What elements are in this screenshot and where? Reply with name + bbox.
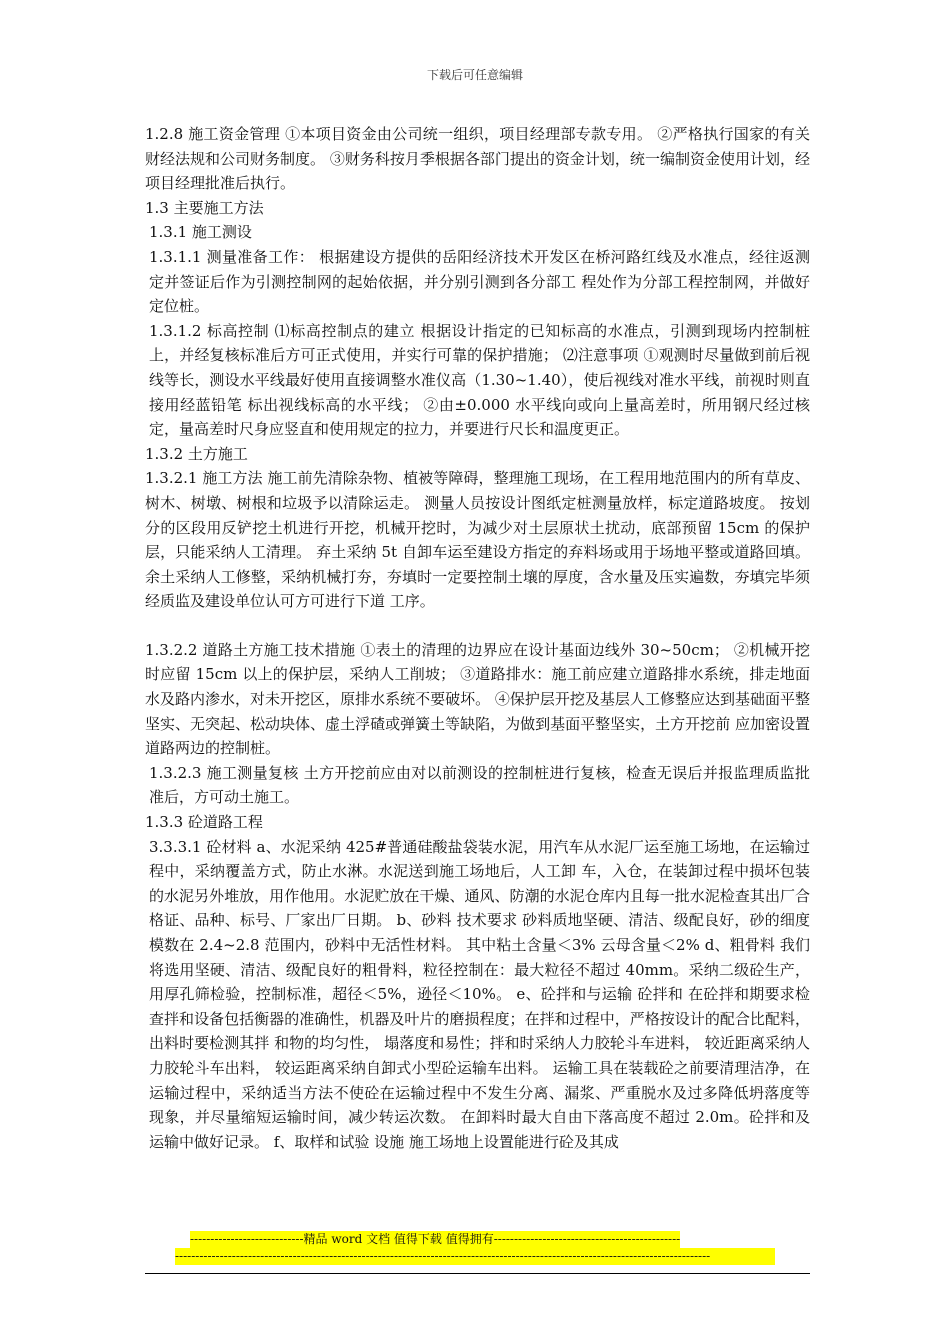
section-1-3-2-3: 1.3.2.3 施工测量复核 土方开挖前应由对以前测设的控制桩进行复核，检查无误后并报监理质监批准后，方可动土施工。: [149, 763, 810, 807]
section-1-2-8: 1.2.8 施工资金管理 ①本项目资金由公司统一组织，项目经理部专款专用。 ②严格执行国家的有关财经法规和公司财务制度。 ③财务科按月季根据各部门提出的资金计划，统一编制资金使用计划，经项目经理批准后执行。: [145, 125, 810, 193]
footer-banner-line2: ------------------------------------------------------------------------------------------------------------------------------------: [175, 1248, 775, 1265]
page-footer: [145, 1228, 810, 1274]
heading-1-3-1: 1.3.1 施工测设: [149, 223, 252, 242]
section-1-3-1-1: 1.3.1.1 测量准备工作： 根据建设方提供的岳阳经济技术开发区在桥河路红线及水准点，经往返测定并签证后作为引测控制网的起始依据，并分别引测到各分部工 程处作为分部工程控制网，并做好定位桩。: [149, 247, 810, 316]
section-3-3-3-1: 3.3.3.1 砼材料 a、水泥采纳 425#普通硅酸盐袋装水泥，用汽车从水泥厂运至施工场地，在运输过程中，采纳覆盖方式，防止水淋。水泥送到施工场地后，人工卸 车，入仓，在装卸过程中损坏包装的水泥另外堆放，用作他用。水泥贮放在干燥、通风、防潮的水泥仓库内且每一批水泥检查其出厂合 格证、品种、标号、厂家出厂日期。 b、砂料 技术要求 砂料质地坚硬、清洁、级配良好，砂的细度模数在 2.4~2.8 范围内，砂料中无活性材料。 其中粘土含量＜3% 云母含量＜2% d、粗骨料 我们将选用坚硬、清洁、级配良好的粗骨料，粒径控制在：最大粒径不超过 40mm。采纳二级砼生产，用厚孔筛检验，控制标准，超径＜5%，逊径＜10%。 e、砼拌和与运输 砼拌和 在砼拌和期要求检查拌和设备包括衡器的准确性，机器及叶片的磨损程度；在拌和过程中，严格按设计的配合比配料，出料时要检测其拌 和物的均匀性， 塌落度和易性；拌和时采纳人力胶轮斗车进料， 较近距离采纳人力胶轮斗车出料， 较运距离采纳自卸式小型砼运输车出料。 运输工具在装载砼之前要清理洁净，在运输过程中，采纳适当方法不使砼在运输过程中不发生分离、漏浆、严重脱水及过多降低坍落度等 现象，并尽量缩短运输时间，减少转运次数。 在卸料时最大自由下落高度不超过 2.0m。砼拌和及运输中做好记录。 f、取样和试验 设施 施工场地上设置能进行砼及其成: [149, 837, 810, 1151]
paragraph-gap: [145, 614, 810, 638]
heading-1-3-2: 1.3.2 土方施工: [145, 444, 248, 463]
heading-1-3-3: 1.3.3 砼道路工程: [145, 813, 263, 832]
section-1-3-2-2: 1.3.2.2 道路土方施工技术措施 ①表土的清理的边界应在设计基面边线外 30~50cm； ②机械开挖时应留 15cm 以上的保护层，采纳人工削坡； ③道路排水：施工前应建立道路排水系统，排走地面水及路内渗水，对未开挖区，原排水系统不要破坏。 ④保护层开挖及基层人工修整应达到基础面平整坚实、无突起、松动块体、虚土浮碴或弹簧土等缺陷，为做到基面平整坚实，土方开挖前 应加密设置道路两边的控制桩。: [145, 640, 810, 758]
heading-1-3: 1.3 主要施工方法: [145, 198, 264, 217]
footer-rule: [145, 1273, 810, 1274]
page-header: 下载后可任意编辑: [426, 68, 523, 82]
document-body: [145, 122, 810, 1154]
footer-banner-line1: ----------------------------精品 word 文档 值得下载 值得拥有----------------------------------------------: [190, 1232, 681, 1246]
section-1-3-2-1: 1.3.2.1 施工方法 施工前先清除杂物、植被等障碍，整理施工现场，在工程用地范围内的所有草皮、树木、树墩、树根和垃圾予以清除运走。 测量人员按设计图纸定桩测量放样，标定道路坡度。 按划分的区段用反铲挖土机进行开挖，机械开挖时，为减少对土层原状土扰动，底部预留 15cm 的保护层，只能采纳人工清理。 弃土采纳 5t 自卸车运至建设方指定的弃料场或用于场地平整或道路回填。 余土采纳人工修整，采纳机械打夯，夯填时一定要控制土壤的厚度，含水量及压实遍数，夯填完毕须经质监及建设单位认可方可进行下道 工序。: [145, 469, 810, 611]
section-1-3-1-2: 1.3.1.2 标高控制 ⑴标高控制点的建立 根据设计指定的已知标高的水准点，引测到现场内控制桩上，并经复核标准后方可正式使用，并实行可靠的保护措施； ⑵注意事项 ①观测时尽量做到前后视线等长，测设水平线最好使用直接调整水准仪高（1.30~1.40），使后视线对准水平线，前视时则直接用经蓝铅笔 标出视线标高的水平线； ②由±0.000 水平线向或向上量高差时，所用钢尺经过核定，量高差时尺身应竖直和使用规定的拉力，并要进行尺长和温度更正。: [149, 321, 810, 439]
